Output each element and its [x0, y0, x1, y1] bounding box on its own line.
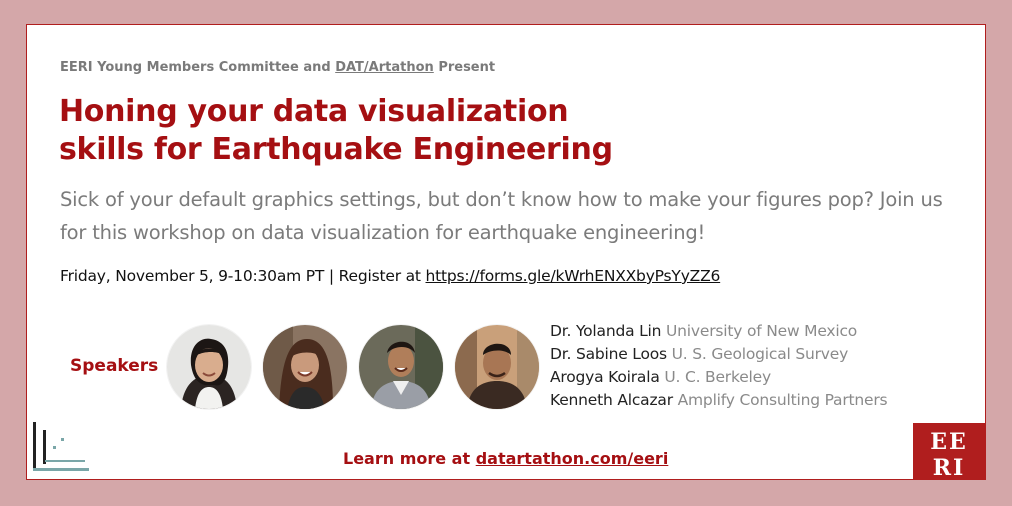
learn-more-link[interactable]: datartathon.com/eeri	[475, 449, 669, 468]
svg-text:RI: RI	[932, 455, 966, 479]
avatar-speaker-4	[455, 325, 539, 409]
event-dateline	[60, 267, 720, 285]
speaker-name: Dr. Yolanda Lin	[550, 322, 662, 340]
presenter-prefix: EERI Young Members Committee and	[60, 60, 331, 75]
eeri-logo-icon	[913, 423, 985, 479]
event-date-time: Friday, November 5, 9-10:30am PT | Register at	[60, 267, 421, 285]
speaker-name: Kenneth Alcazar	[550, 391, 673, 409]
title-line-2: skills for Earthquake Engineering	[59, 132, 613, 167]
svg-text:EE: EE	[930, 429, 968, 455]
speaker-name: Dr. Sabine Loos	[550, 345, 667, 363]
speaker-affiliation: University of New Mexico	[666, 322, 858, 340]
presenter-suffix: Present	[438, 60, 496, 75]
register-link[interactable]: https://forms.gle/kWrhENXXbyPsYyZZ6	[425, 267, 721, 285]
page-title	[59, 93, 613, 169]
speaker-affiliation: U. C. Berkeley	[664, 368, 771, 386]
speaker-affiliation: Amplify Consulting Partners	[677, 391, 888, 409]
dat-artathon-logo-icon	[31, 420, 91, 476]
speaker-affiliation: U. S. Geological Survey	[671, 345, 849, 363]
speaker-list	[550, 320, 887, 412]
presenter-line	[60, 60, 495, 75]
event-description: Sick of your default graphics settings, but don’t know how to make your figures pop? Join us for this workshop on data visualization for earthquake engineering!	[60, 188, 943, 244]
avatar-speaker-2	[263, 325, 347, 409]
title-line-1: Honing your data visualization	[59, 94, 569, 129]
speaker-row	[550, 320, 887, 343]
learn-more-prefix: Learn more at	[343, 449, 471, 468]
speaker-row	[550, 389, 887, 412]
speaker-row	[550, 343, 887, 366]
avatar-speaker-1	[167, 325, 251, 409]
speaker-row	[550, 366, 887, 389]
event-card	[26, 24, 986, 480]
speaker-name: Arogya Koirala	[550, 368, 660, 386]
avatar-speaker-3	[359, 325, 443, 409]
speakers-label: Speakers	[70, 356, 159, 376]
learn-more	[343, 449, 668, 468]
dat-artathon-link[interactable]: DAT/Artathon	[335, 60, 434, 75]
